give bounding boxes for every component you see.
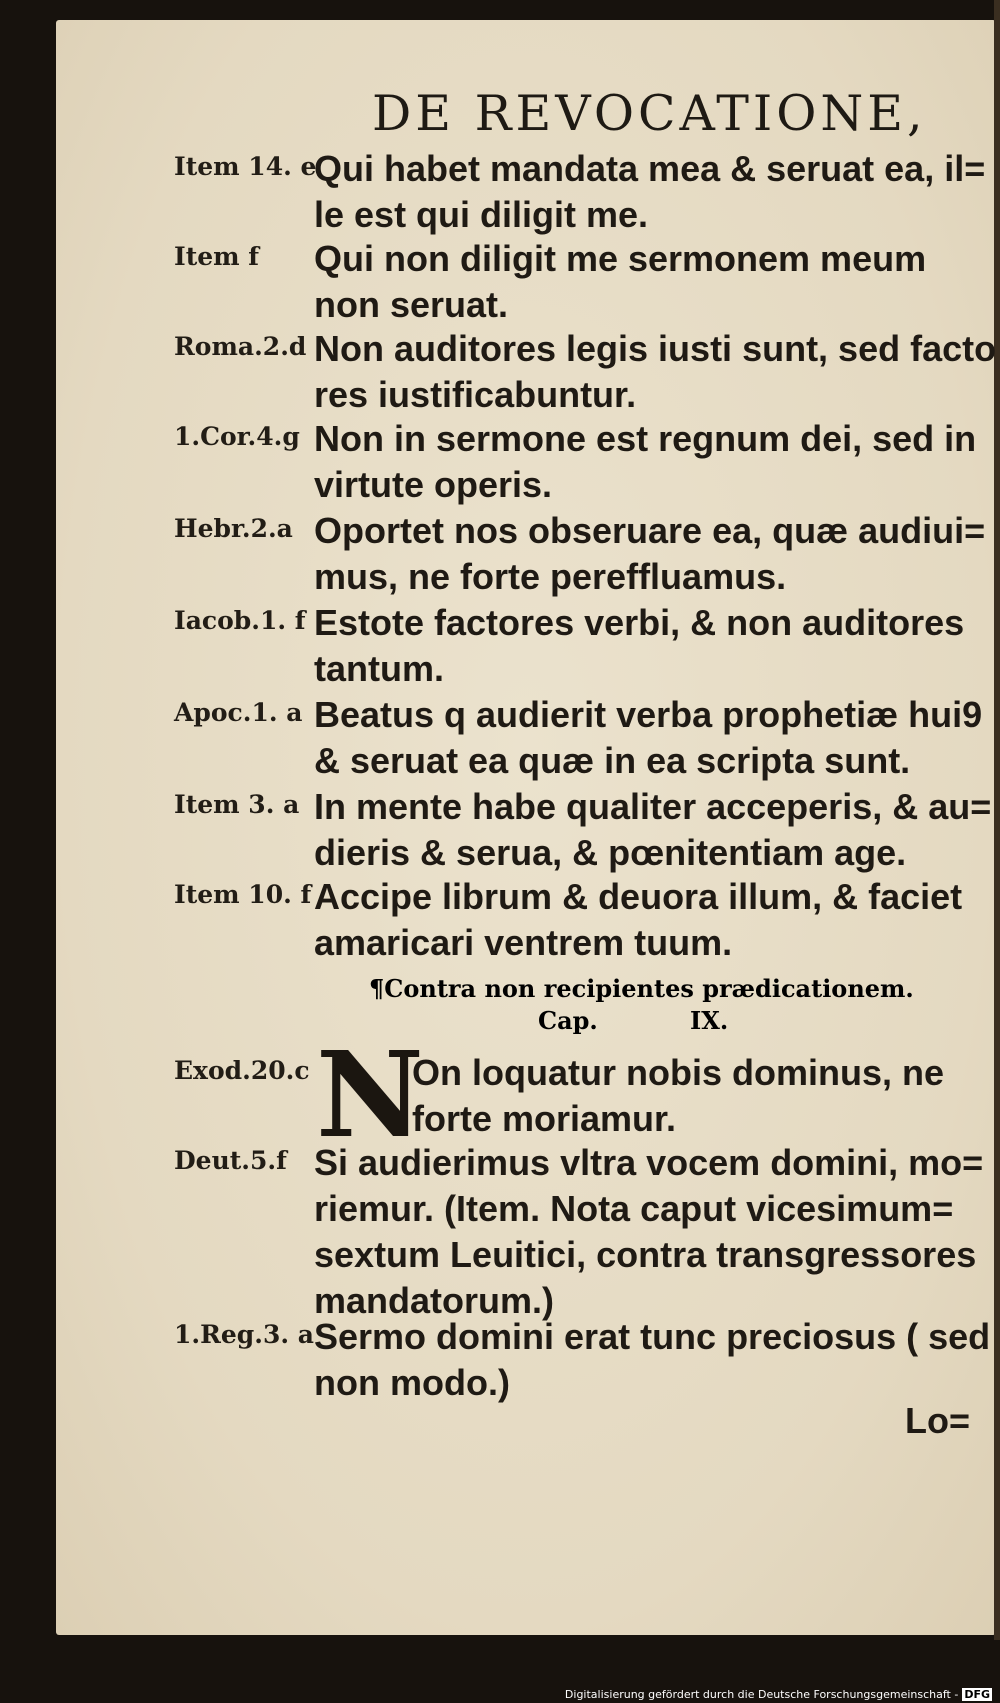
margin-reference: Item 14. e [174, 152, 317, 181]
credit-text: Digitalisierung gefördert durch die Deutsche Forschungsgemeinschaft - [564, 1688, 959, 1701]
verse-line: Qui habet mandata mea & seruat ea, il= [314, 148, 986, 189]
drop-cap-initial: N [316, 1025, 424, 1164]
verse-line: tantum. [314, 648, 444, 689]
verse-line: forte moriamur. [412, 1098, 677, 1139]
book-edge [994, 0, 1000, 1640]
verse-line: riemur. (Item. Nota caput vicesimum= [314, 1188, 954, 1229]
verse-line: non seruat. [314, 284, 509, 325]
chapter-number: IX. [690, 1006, 729, 1035]
verse-line: Non in sermone est regnum dei, sed in [314, 418, 977, 459]
verse-text [314, 600, 964, 692]
verse-line: Estote factores verbi, & non auditores [314, 602, 965, 643]
running-title: DE REVOCATIONE, [372, 85, 927, 142]
dfg-logo: DFG [964, 1688, 990, 1701]
margin-reference: 1.Cor.4.g [174, 422, 300, 451]
verse-text [314, 692, 982, 784]
verse-line: Qui non diligit me sermonem meum [314, 238, 927, 279]
digitization-credit [565, 1688, 992, 1701]
verse-line: Oportet nos obseruare ea, quæ audiui= [314, 510, 986, 551]
margin-reference: Exod.20.c [174, 1056, 310, 1085]
verse-text [314, 784, 991, 876]
margin-reference: 1.Reg.3. a [174, 1320, 314, 1349]
verse-line: Si audierimus vltra vocem domini, mo= [314, 1142, 984, 1183]
margin-reference: Roma.2.d [174, 332, 307, 361]
verse-line: In mente habe qualiter acceperis, & au= [314, 786, 992, 827]
verse-line: sextum Leuitici, contra transgressores [314, 1234, 977, 1275]
verse-line: virtute operis. [314, 464, 553, 505]
verse-line: Non auditores legis iusti sunt, sed facto [314, 328, 997, 369]
margin-reference: Item 10. f [174, 880, 312, 909]
verse-line: non modo.) [314, 1362, 510, 1403]
verse-line: Beatus q audierit verba prophetiæ hui9 [314, 694, 983, 735]
verse-line: & seruat ea quæ in ea scripta sunt. [314, 740, 911, 781]
margin-reference: Item f [174, 242, 260, 271]
verse-text [412, 1050, 944, 1142]
verse-line: res iustificabuntur. [314, 374, 637, 415]
verse-text [314, 1314, 990, 1406]
chapter-heading: ¶Contra non recipientes prædicationem. [369, 974, 914, 1003]
verse-text [314, 326, 996, 418]
verse-text [314, 236, 926, 328]
margin-reference: Apoc.1. a [174, 698, 303, 727]
catchword: Lo= [905, 1400, 971, 1441]
margin-reference: Hebr.2.a [174, 514, 293, 543]
verse-line: Sermo domini erat tunc preciosus ( sed [314, 1316, 991, 1357]
verse-line: Accipe librum & deuora illum, & faciet [314, 876, 963, 917]
verse-text [314, 1140, 983, 1324]
chapter-label: Cap. [538, 1006, 598, 1035]
verse-text [314, 416, 976, 508]
margin-reference: Iacob.1. f [174, 606, 306, 635]
verse-line: amaricari ventrem tuum. [314, 922, 733, 963]
verse-text [314, 508, 985, 600]
verse-line: dieris & serua, & pœnitentiam age. [314, 832, 907, 873]
verse-text [314, 874, 962, 966]
verse-line: mus, ne forte pereffluamus. [314, 556, 787, 597]
verse-line: On loquatur nobis dominus, ne [412, 1052, 944, 1093]
verse-line: le est qui diligit me. [314, 194, 649, 235]
margin-reference: Deut.5.f [174, 1146, 287, 1175]
margin-reference: Item 3. a [174, 790, 300, 819]
verse-line: mandatorum.) [314, 1280, 555, 1321]
verse-text [314, 146, 985, 238]
